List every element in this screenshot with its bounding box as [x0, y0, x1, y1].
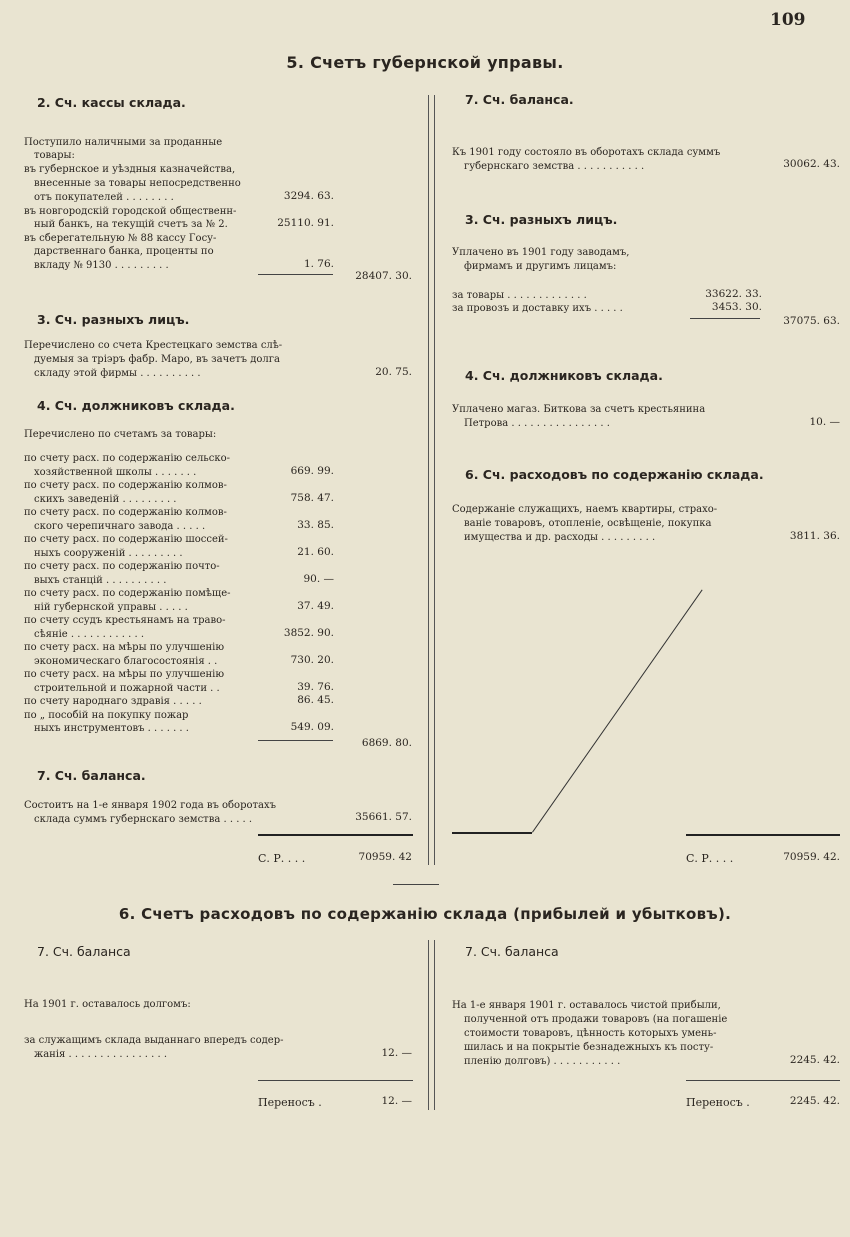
subtotal: 30062. 43.: [783, 158, 840, 170]
filler-diagonal-line: [532, 590, 703, 833]
debtor-item-line: по счету расх. по содержанію почто-: [24, 561, 220, 572]
section-separator: [393, 884, 439, 885]
sum-label: С. Р. . . .: [258, 852, 306, 865]
carry-total: 2245. 42.: [789, 1095, 840, 1107]
subtotal: 12. —: [381, 1047, 412, 1059]
left-heading-balance: 7. Сч. баланса.: [37, 768, 146, 783]
section-6-title: 6. Счетъ расходовъ по содержанію склада (прибылей и убытковъ).: [118, 905, 732, 923]
total-rule: [686, 834, 840, 836]
debtor-item-amount: 549. 09.: [290, 721, 334, 733]
right-heading-debtors: 4. Сч. должниковъ склада.: [465, 368, 663, 383]
debtor-item-amount: 37. 49.: [297, 599, 334, 612]
debtor-item-line: по „ пособій на покупку пожар: [24, 709, 189, 721]
text-line: въ сберегательную № 88 кассу Госу-: [24, 233, 217, 244]
subtotal: 37075. 63.: [783, 315, 840, 327]
column-divider-right: [434, 940, 435, 1110]
debtor-item-line: по счету расх. по содержанію колмов-: [24, 507, 227, 518]
text-line: Уплачено въ 1901 году заводамъ,: [452, 247, 630, 258]
amount: 3453. 30.: [711, 301, 762, 313]
debtor-item-line: сѣяніе . . . . . . . . . . . .: [34, 628, 145, 640]
section-5-title: 5. Счетъ губернской управы.: [286, 53, 564, 72]
debtor-item-line: по счету народнаго здравія . . . . .: [24, 696, 202, 707]
total-rule: [258, 1080, 413, 1081]
debtor-item-amount: 90. —: [303, 572, 334, 585]
text-line: На 1-е января 1901 г. оставалось чистой прибыли,: [452, 1000, 721, 1011]
text-line: Петрова . . . . . . . . . . . . . . . .: [464, 418, 610, 429]
right-heading-persons: 3. Сч. разныхъ лицъ.: [465, 212, 618, 227]
left-heading-cash: 2. Сч. кассы склада.: [37, 95, 186, 110]
subtotal: 6869. 80.: [361, 737, 412, 749]
column-divider-left: [428, 940, 429, 1110]
subtotal: 20. 75.: [375, 366, 412, 378]
sum-label: С. Р. . . .: [686, 852, 734, 865]
debtor-item-amount: 3852. 90.: [283, 626, 334, 639]
debtor-item-line: ныхъ инструментовъ . . . . . . .: [34, 723, 189, 734]
text-line: полученной отъ продажи товаровъ (на погашеніе: [464, 1014, 728, 1025]
debtor-item-line: по счету расх. по содержанію колмов-: [24, 480, 227, 491]
carry-label: Переносъ .: [258, 1096, 322, 1109]
debtor-item-amount: 39. 76.: [297, 680, 334, 693]
text-line: за служащимъ склада выданнаго впередъ содер-: [24, 1035, 284, 1046]
debtor-item-line: по счету ссудъ крестьянамъ на траво-: [24, 615, 226, 626]
column-divider-right: [434, 95, 435, 865]
debtor-item-amount: 730. 20.: [290, 653, 334, 666]
text-line: за товары . . . . . . . . . . . . .: [452, 290, 587, 301]
text-line: Уплачено магаз. Биткова за счетъ крестьянина: [452, 404, 706, 415]
text-line: дуемыя за тріэръ фабр. Маро, въ зачетъ долга: [34, 354, 280, 365]
text-line: стоимости товаровъ, цѣнность которыхъ умень-: [464, 1028, 717, 1039]
debtor-item-line: скихъ заведеній . . . . . . . . .: [34, 493, 177, 505]
total-rule: [686, 1080, 840, 1081]
debtor-item-line: строительной и пожарной части . .: [34, 682, 220, 694]
column-divider-left: [428, 95, 429, 865]
text-line: Поступило наличными за проданные: [24, 137, 223, 148]
debtor-item-line: по счету расх. по содержанію помѣще-: [24, 588, 231, 599]
grand-total: 70959. 42: [358, 851, 412, 863]
subtotal: 28407. 30.: [355, 270, 412, 282]
amount: 3294. 63.: [283, 190, 334, 202]
text-line: Перечислено со счета Крестецкаго земства слѣ-: [24, 340, 283, 351]
text-line: губернскаго земства . . . . . . . . . . .: [464, 161, 645, 172]
debtor-item-line: экономическаго благосостоянія . .: [34, 655, 218, 667]
debtor-item-line: ныхъ сооруженій . . . . . . . . .: [34, 547, 183, 559]
carry-label: Переносъ .: [686, 1096, 750, 1109]
subtotal: 10. —: [809, 416, 840, 428]
total-rule: [258, 834, 413, 836]
debtor-item-line: выхъ станцій . . . . . . . . . .: [34, 574, 167, 586]
amount: 25110. 91.: [277, 217, 334, 229]
right-heading-expenses: 6. Сч. расходовъ по содержанію склада.: [465, 467, 764, 482]
text-line: за провозъ и доставку ихъ . . . . .: [452, 303, 623, 314]
text-line: въ губернское и уѣздныя казначейства,: [24, 164, 236, 175]
left-heading-persons: 3. Сч. разныхъ лицъ.: [37, 312, 190, 327]
text-line: шилась и на покрытіе безнадежныхъ къ посту-: [464, 1042, 714, 1053]
debtor-item-line: по счету расх. по содержанію сельско-: [24, 453, 230, 464]
debtor-item-line: хозяйственной школы . . . . . . .: [34, 466, 197, 478]
right-heading-balance: 7. Сч. баланса.: [465, 92, 574, 107]
amount: 1. 76.: [303, 258, 334, 270]
text-line: жанія . . . . . . . . . . . . . . . .: [34, 1049, 168, 1060]
debtor-item-line: по счету расх. на мѣры по улучшенію: [24, 669, 225, 680]
text-line: склада суммъ губернскаго земства . . . . .: [34, 814, 253, 825]
right-heading-balance: 7. Сч. баланса: [465, 944, 559, 959]
text-line: фирмамъ и другимъ лицамъ:: [464, 261, 617, 272]
subtotal: 2245. 42.: [789, 1054, 840, 1066]
grand-total: 70959. 42.: [783, 851, 840, 863]
carry-total: 12. —: [381, 1095, 412, 1107]
text-line: пленію долговъ) . . . . . . . . . . .: [464, 1056, 621, 1067]
debtor-item-amount: 758. 47.: [290, 491, 334, 504]
text-line: Къ 1901 году состояло въ оборотахъ склада суммъ: [452, 147, 721, 158]
text-line: имущества и др. расходы . . . . . . . . .: [464, 532, 656, 543]
text-line: ваніе товаровъ, отопленіе, освѣщеніе, покупка: [464, 518, 712, 529]
subtotal: 35661. 57.: [355, 811, 412, 823]
text-line: товары:: [34, 150, 75, 161]
text-line: Состоитъ на 1-е января 1902 года въ оборотахъ: [24, 800, 276, 811]
debtor-item-line: ній губернской управы . . . . .: [34, 601, 188, 613]
debtor-item-line: ского черепичнаго завода . . . . .: [34, 520, 206, 532]
text-line: въ новгородскій городской общественн-: [24, 206, 237, 217]
text-line: внесенные за товары непосредственно: [34, 178, 241, 189]
left-heading-balance: 7. Сч. баланса: [37, 944, 131, 959]
debtor-item-line: по счету расх. по содержанію шоссей-: [24, 534, 228, 545]
left-heading-debtors: 4. Сч. должниковъ склада.: [37, 398, 235, 413]
debtor-item-amount: 21. 60.: [297, 545, 334, 558]
amount: 33622. 33.: [705, 288, 762, 300]
text-line: Перечислено по счетамъ за товары:: [24, 429, 217, 440]
text-line: ный банкъ, на текущій счетъ за № 2.: [34, 219, 228, 230]
text-line: отъ покупателей . . . . . . . .: [34, 192, 174, 203]
total-rule: [452, 832, 532, 834]
text-line: На 1901 г. оставалось долгомъ:: [24, 999, 191, 1010]
debtor-item-amount: 33. 85.: [297, 518, 334, 531]
debtor-item-amount: 669. 99.: [290, 464, 334, 477]
subtotal: 3811. 36.: [789, 530, 840, 542]
debtor-item-line: по счету расх. на мѣры по улучшенію: [24, 642, 225, 653]
text-line: Содержаніе служащихъ, наемъ квартиры, страхо-: [452, 504, 718, 515]
text-line: дарственнаго банка, проценты по: [34, 246, 214, 257]
text-line: складу этой фирмы . . . . . . . . . .: [34, 368, 201, 379]
debtor-item-amount: 86. 45.: [297, 694, 334, 706]
page-number: 109: [770, 10, 806, 30]
text-line: вкладу № 9130 . . . . . . . . .: [34, 260, 169, 271]
